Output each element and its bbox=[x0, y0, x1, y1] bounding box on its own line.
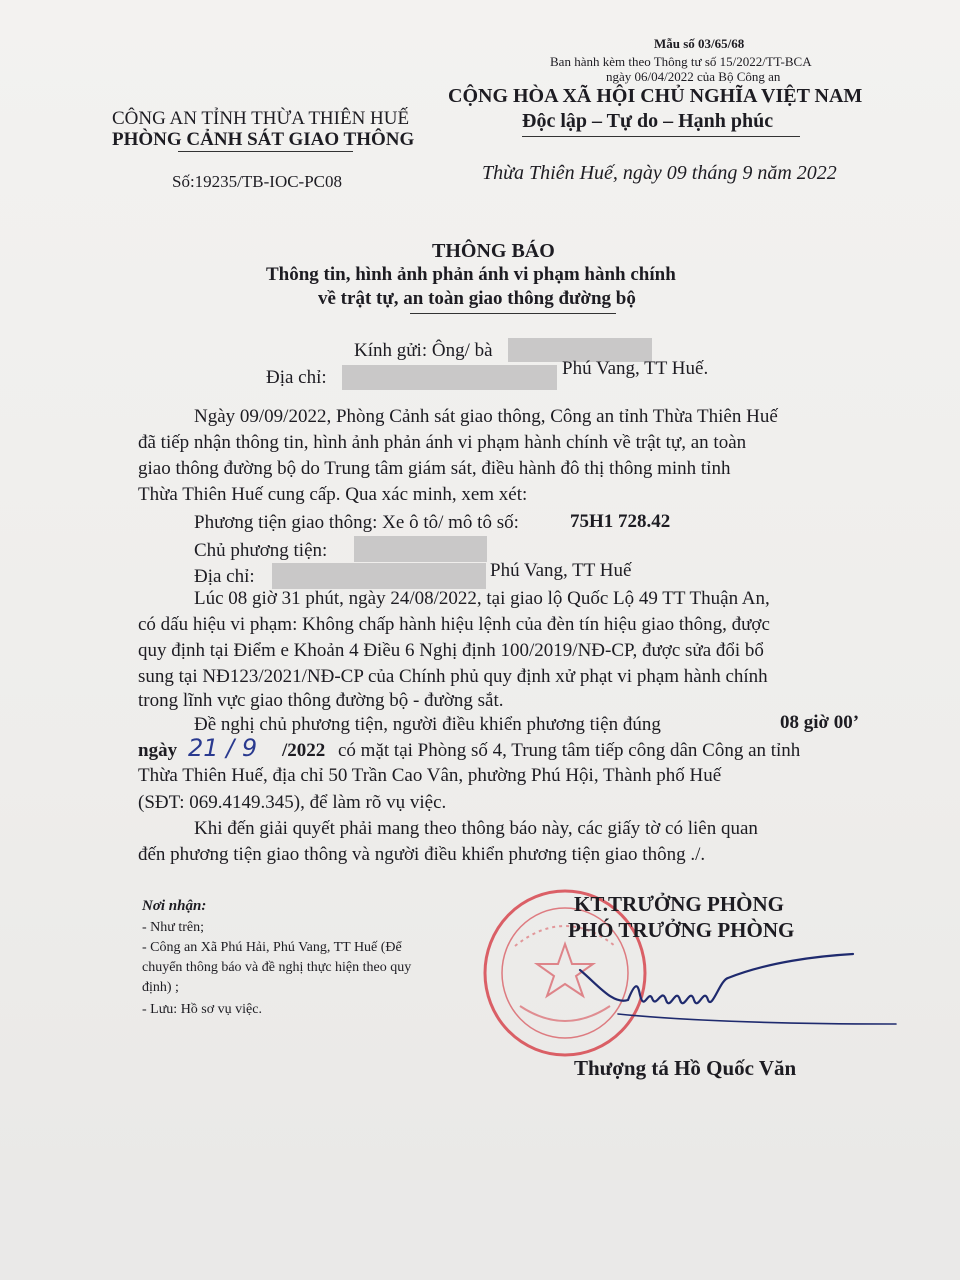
p1-line4: Thừa Thiên Huế cung cấp. Qua xác minh, xem xét: bbox=[138, 484, 528, 505]
nation-line1: CỘNG HÒA XÃ HỘI CHỦ NGHĨA VIỆT NAM bbox=[448, 85, 863, 107]
p3-line4: (SĐT: 069.4149.345), để làm rõ vụ việc. bbox=[138, 792, 447, 813]
form-code: Mẫu số 03/65/68 bbox=[654, 36, 745, 51]
signature-title1: KT.TRƯỞNG PHÒNG bbox=[574, 892, 784, 916]
vehicle-plate: 75H1 728.42 bbox=[570, 511, 671, 532]
document-title: THÔNG BÁO bbox=[432, 240, 555, 262]
agency-line2: PHÒNG CẢNH SÁT GIAO THÔNG bbox=[112, 129, 415, 150]
agency-underline bbox=[178, 151, 353, 152]
owner-label: Chủ phương tiện: bbox=[194, 540, 328, 561]
p2-line3: quy định tại Điểm e Khoản 4 Điều 6 Nghị định 100/2019/NĐ-CP, được sửa đổi bổ bbox=[138, 640, 764, 661]
title-sub2: về trật tự, an toàn giao thông đường bộ bbox=[318, 288, 636, 309]
motto-underline bbox=[522, 136, 800, 137]
title-underline bbox=[410, 313, 616, 314]
owner-address-tail: Phú Vang, TT Huế bbox=[490, 560, 632, 581]
form-issued-line1: Ban hành kèm theo Thông tư số 15/2022/TT-BCA bbox=[550, 54, 812, 69]
p3-line1: Đề nghị chủ phương tiện, người điều khiển phương tiện đúng bbox=[194, 714, 661, 735]
p4-line2: đến phương tiện giao thông và người điều khiển phương tiện giao thông ./. bbox=[138, 844, 706, 865]
recipients-line1: - Như trên; bbox=[142, 920, 205, 935]
p2-line2: có dấu hiệu vi phạm: Không chấp hành hiệu lệnh của đèn tín hiệu giao thông, được bbox=[138, 614, 770, 635]
p2-line4: sung tại NĐ123/2021/NĐ-CP của Chính phủ quy định xử phạt vi phạm hành chính bbox=[138, 666, 768, 687]
p1-line3: giao thông đường bộ do Trung tâm giám sát, điều hành đô thị thông minh tỉnh bbox=[138, 458, 731, 479]
handwritten-signature bbox=[578, 950, 898, 1035]
p3-year: /2022 bbox=[282, 740, 326, 761]
recipients-line3: chuyển thông báo và đề nghị thực hiện theo quy bbox=[142, 960, 412, 975]
document-number: Số:19235/TB-IOC-PC08 bbox=[172, 172, 343, 191]
p3-time: 08 giờ 00’ bbox=[780, 712, 860, 733]
recipient-address-tail: Phú Vang, TT Huế. bbox=[562, 358, 709, 379]
p1-line2: đã tiếp nhận thông tin, hình ảnh phản ánh vi phạm hành chính về trật tự, an toàn bbox=[138, 432, 747, 453]
title-sub1: Thông tin, hình ảnh phản ánh vi phạm hành chính bbox=[266, 264, 676, 285]
handwritten-date: 21 / 9 bbox=[188, 734, 258, 762]
p3-day-label: ngày bbox=[138, 740, 178, 761]
recipient-label: Kính gửi: Ông/ bà bbox=[354, 340, 493, 361]
recipients-line4: định) ; bbox=[142, 980, 179, 995]
recipients-line2: - Công an Xã Phú Hải, Phú Vang, TT Huế (Để bbox=[142, 940, 402, 955]
form-issued-line2: ngày 06/04/2022 của Bộ Công an bbox=[606, 69, 781, 84]
redacted-address bbox=[342, 365, 557, 390]
p4-line1: Khi đến giải quyết phải mang theo thông báo này, các giấy tờ có liên quan bbox=[194, 818, 758, 839]
signer-name: Thượng tá Hồ Quốc Văn bbox=[574, 1056, 797, 1080]
nation-motto: Độc lập – Tự do – Hạnh phúc bbox=[522, 110, 774, 132]
recipients-line5: - Lưu: Hồ sơ vụ việc. bbox=[142, 1002, 262, 1017]
p2-line5: trong lĩnh vực giao thông đường bộ - đường sắt. bbox=[138, 690, 504, 711]
signature-title2: PHÓ TRƯỞNG PHÒNG bbox=[568, 918, 795, 942]
recipient-address-label: Địa chỉ: bbox=[266, 367, 327, 388]
vehicle-label: Phương tiện giao thông: Xe ô tô/ mô tô số: bbox=[194, 512, 519, 533]
paper-bottom-area bbox=[0, 1180, 960, 1280]
owner-address-label: Địa chỉ: bbox=[194, 566, 255, 587]
recipients-title: Nơi nhận: bbox=[142, 898, 207, 914]
redacted-owner bbox=[354, 536, 487, 562]
p1-line1: Ngày 09/09/2022, Phòng Cảnh sát giao thông, Công an tỉnh Thừa Thiên Huế bbox=[194, 406, 778, 427]
agency-line1: CÔNG AN TỈNH THỪA THIÊN HUẾ bbox=[112, 108, 410, 129]
place-date: Thừa Thiên Huế, ngày 09 tháng 9 năm 2022 bbox=[482, 162, 837, 184]
p3-line3: Thừa Thiên Huế, địa chỉ 50 Trần Cao Vân, phường Phú Hội, Thành phố Huế bbox=[138, 765, 722, 786]
redacted-owner-address bbox=[272, 563, 486, 589]
p2-line1: Lúc 08 giờ 31 phút, ngày 24/08/2022, tại giao lộ Quốc Lộ 49 TT Thuận An, bbox=[194, 588, 770, 609]
p3-line2: có mặt tại Phòng số 4, Trung tâm tiếp công dân Công an tỉnh bbox=[338, 740, 801, 761]
